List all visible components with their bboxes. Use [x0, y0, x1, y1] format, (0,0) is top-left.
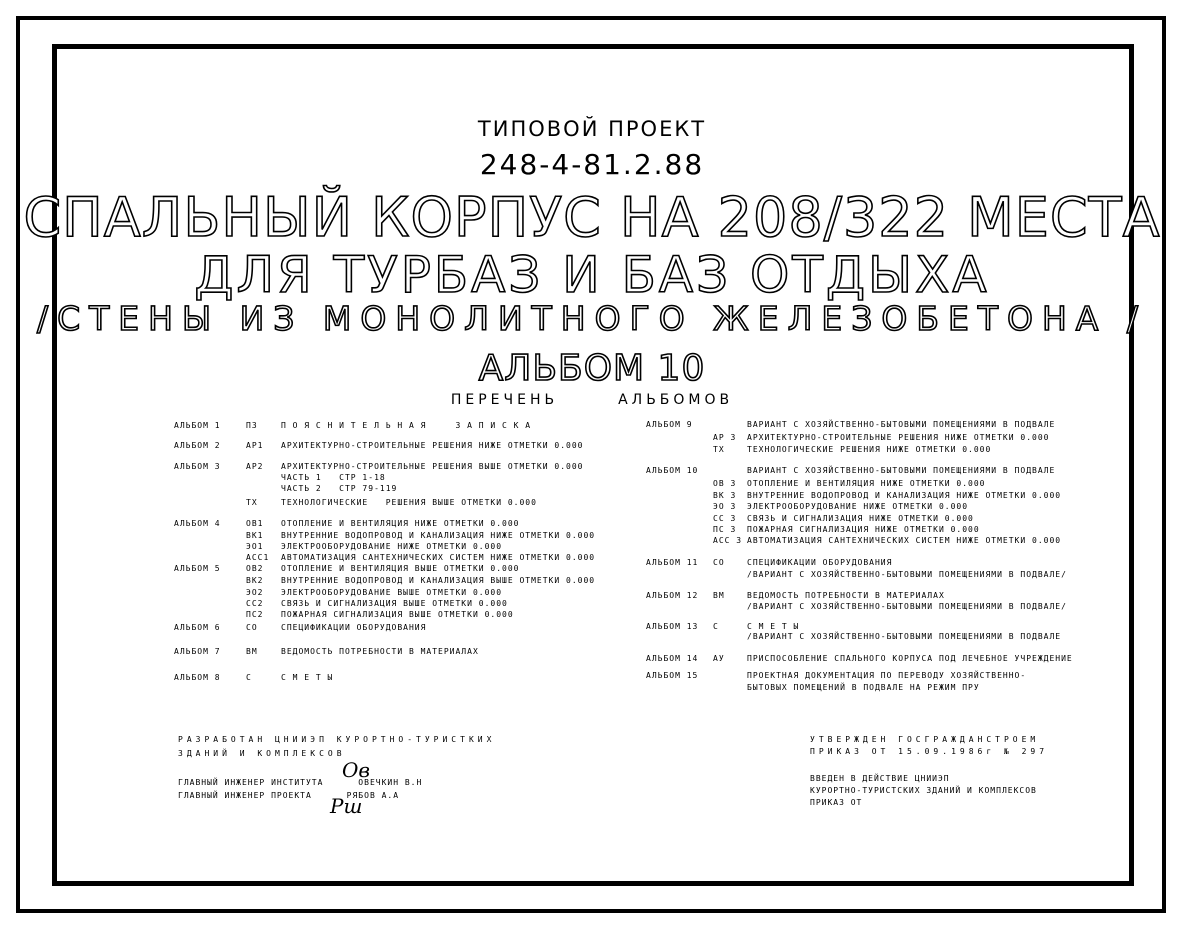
- album-code: АУ: [713, 654, 725, 663]
- list-word-2: АЛЬБОМОВ: [618, 392, 734, 408]
- subtitle: /СТЕНЫ ИЗ МОНОЛИТНОГО ЖЕЛЕЗОБЕТОНА /: [36, 299, 1147, 338]
- album-label: АЛЬБОМ 12: [646, 591, 699, 600]
- album-description: ВНУТРЕННИЕ ВОДОПРОВОД И КАНАЛИЗАЦИЯ НИЖЕ ОТМЕТКИ 0.000: [281, 531, 596, 540]
- album-label: АЛЬБОМ 7: [174, 647, 221, 656]
- album-description: ЭЛЕКТРООБОРУДОВАНИЕ НИЖЕ ОТМЕТКИ 0.000: [747, 502, 969, 511]
- footer-chief-2: ГЛАВНЫЙ ИНЖЕНЕР ПРОЕКТА РЯБОВ А.А: [178, 791, 400, 800]
- title-line-2: ДЛЯ ТУРБАЗ И БАЗ ОТДЫХА: [194, 246, 990, 304]
- project-type: ТИПОВОЙ ПРОЕКТ: [477, 117, 707, 141]
- album-code: ЭО 3: [713, 502, 737, 511]
- album-description: АРХИТЕКТУРНО-СТРОИТЕЛЬНЫЕ РЕШЕНИЯ ВЫШЕ ОТМЕТКИ 0.000: [281, 462, 584, 471]
- album-code: ЭО2: [246, 588, 264, 597]
- album-label: АЛЬБОМ 6: [174, 623, 221, 632]
- footer-intro-2: КУРОРТНО-ТУРИСТСКИХ ЗДАНИЙ И КОМПЛЕКСОВ: [810, 786, 1037, 795]
- album-title: АЛЬБОМ 10: [478, 348, 706, 389]
- album-code: СО: [713, 558, 725, 567]
- album-code: ВМ: [713, 591, 725, 600]
- album-description: ВНУТРЕННИЕ ВОДОПРОВОД И КАНАЛИЗАЦИЯ ВЫШЕ ОТМЕТКИ 0.000: [281, 576, 596, 585]
- album-description: СВЯЗЬ И СИГНАЛИЗАЦИЯ ВЫШЕ ОТМЕТКИ 0.000: [281, 599, 508, 608]
- album-description: БЫТОВЫХ ПОМЕЩЕНИЙ В ПОДВАЛЕ НА РЕЖИМ ПРУ: [747, 683, 980, 692]
- album-label: АЛЬБОМ 9: [646, 420, 693, 429]
- album-label: АЛЬБОМ 1: [174, 421, 221, 430]
- album-description: АРХИТЕКТУРНО-СТРОИТЕЛЬНЫЕ РЕШЕНИЯ НИЖЕ ОТМЕТКИ 0.000: [281, 441, 584, 450]
- album-description: ПРИСПОСОБЛЕНИЕ СПАЛЬНОГО КОРПУСА ПОД ЛЕЧЕБНОЕ УЧРЕЖДЕНИЕ: [747, 654, 1073, 663]
- album-description: С М Е Т Ы: [747, 622, 800, 631]
- album-description: ПОЖАРНАЯ СИГНАЛИЗАЦИЯ ВЫШЕ ОТМЕТКИ 0.000: [281, 610, 514, 619]
- album-description: /ВАРИАНТ С ХОЗЯЙСТВЕННО-БЫТОВЫМИ ПОМЕЩЕНИЯМИ В ПОДВАЛЕ: [747, 632, 1062, 641]
- footer-approved-1: УТВЕРЖДЕН ГОСГРАЖДАНСТРОЕМ: [810, 735, 1040, 744]
- album-description: СПЕЦИФИКАЦИИ ОБОРУДОВАНИЯ: [281, 623, 427, 632]
- album-description: ЭЛЕКТРООБОРУДОВАНИЕ НИЖЕ ОТМЕТКИ 0.000: [281, 542, 503, 551]
- album-description: С М Е Т Ы: [281, 673, 334, 682]
- footer-dev-2: ЗДАНИЙ И КОМПЛЕКСОВ: [178, 749, 346, 758]
- album-label: АЛЬБОМ 2: [174, 441, 221, 450]
- list-heading: [0, 392, 1184, 408]
- album-code: АР 3: [713, 433, 737, 442]
- album-code: ТХ: [246, 498, 258, 507]
- album-code: ЭО1: [246, 542, 264, 551]
- album-description: ОТОПЛЕНИЕ И ВЕНТИЛЯЦИЯ ВЫШЕ ОТМЕТКИ 0.000: [281, 564, 520, 573]
- album-code: АСС 3: [713, 536, 743, 545]
- album-description: П О Я С Н И Т Е Л Ь Н А Я З А П И С К А: [281, 421, 532, 430]
- album-description: ПОЖАРНАЯ СИГНАЛИЗАЦИЯ НИЖЕ ОТМЕТКИ 0.000: [747, 525, 980, 534]
- album-label: АЛЬБОМ 3: [174, 462, 221, 471]
- album-label: АЛЬБОМ 15: [646, 671, 699, 680]
- album-description: СПЕЦИФИКАЦИИ ОБОРУДОВАНИЯ: [747, 558, 893, 567]
- album-code: ПС2: [246, 610, 264, 619]
- album-description: ЧАСТЬ 1 СТР 1-18: [281, 473, 386, 482]
- album-description: ПРОЕКТНАЯ ДОКУМЕНТАЦИЯ ПО ПЕРЕВОДУ ХОЗЯЙСТВЕННО-: [747, 671, 1027, 680]
- album-code: АСС1: [246, 553, 270, 562]
- album-label: АЛЬБОМ 10: [646, 466, 699, 475]
- album-code: ПС 3: [713, 525, 737, 534]
- album-code: ТХ: [713, 445, 725, 454]
- album-code: ВК 3: [713, 491, 737, 500]
- album-description: ОТОПЛЕНИЕ И ВЕНТИЛЯЦИЯ НИЖЕ ОТМЕТКИ 0.000: [747, 479, 986, 488]
- album-code: АР1: [246, 441, 264, 450]
- album-description: АРХИТЕКТУРНО-СТРОИТЕЛЬНЫЕ РЕШЕНИЯ НИЖЕ ОТМЕТКИ 0.000: [747, 433, 1050, 442]
- album-description: ЧАСТЬ 2 СТР 79-119: [281, 484, 398, 493]
- signature-1: Ов: [342, 758, 371, 782]
- footer-intro-1: ВВЕДЕН В ДЕЙСТВИЕ ЦНИИЭП: [810, 774, 950, 783]
- album-label: АЛЬБОМ 8: [174, 673, 221, 682]
- album-label: АЛЬБОМ 4: [174, 519, 221, 528]
- album-code: СС 3: [713, 514, 737, 523]
- album-description: ВАРИАНТ С ХОЗЯЙСТВЕННО-БЫТОВЫМИ ПОМЕЩЕНИЯМИ В ПОДВАЛЕ: [747, 420, 1056, 429]
- footer-approved-2: ПРИКАЗ ОТ 15.09.1986г № 297: [810, 747, 1049, 756]
- album-code: ОВ 3: [713, 479, 737, 488]
- album-code: ПЗ: [246, 421, 258, 430]
- album-code: С: [246, 673, 252, 682]
- album-code: СС2: [246, 599, 264, 608]
- album-code: ОВ2: [246, 564, 264, 573]
- album-label: АЛЬБОМ 11: [646, 558, 699, 567]
- album-description: СВЯЗЬ И СИГНАЛИЗАЦИЯ НИЖЕ ОТМЕТКИ 0.000: [747, 514, 974, 523]
- list-word-1: ПЕРЕЧЕНЬ: [450, 392, 559, 408]
- album-code: АР2: [246, 462, 264, 471]
- project-number: 248-4-81.2.88: [479, 148, 705, 181]
- footer-dev-1: РАЗРАБОТАН ЦНИИЭП КУРОРТНО-ТУРИСТКИХ: [178, 735, 496, 744]
- album-description: ТЕХНОЛОГИЧЕСКИЕ РЕШЕНИЯ ВЫШЕ ОТМЕТКИ 0.000: [281, 498, 537, 507]
- album-description: ВЕДОМОСТЬ ПОТРЕБНОСТИ В МАТЕРИАЛАХ: [281, 647, 479, 656]
- album-description: /ВАРИАНТ С ХОЗЯЙСТВЕННО-БЫТОВЫМИ ПОМЕЩЕНИЯМИ В ПОДВАЛЕ/: [747, 570, 1067, 579]
- footer-intro-3: ПРИКАЗ ОТ: [810, 798, 863, 807]
- album-label: АЛЬБОМ 13: [646, 622, 699, 631]
- album-description: АВТОМАТИЗАЦИЯ САНТЕХНИЧЕСКИХ СИСТЕМ НИЖЕ ОТМЕТКИ 0.000: [281, 553, 596, 562]
- footer-chief-1: ГЛАВНЫЙ ИНЖЕНЕР ИНСТИТУТА ОВЕЧКИН В.Н: [178, 778, 423, 787]
- album-description: ОТОПЛЕНИЕ И ВЕНТИЛЯЦИЯ НИЖЕ ОТМЕТКИ 0.000: [281, 519, 520, 528]
- album-description: /ВАРИАНТ С ХОЗЯЙСТВЕННО-БЫТОВЫМИ ПОМЕЩЕНИЯМИ В ПОДВАЛЕ/: [747, 602, 1067, 611]
- album-description: АВТОМАТИЗАЦИЯ САНТЕХНИЧЕСКИХ СИСТЕМ НИЖЕ ОТМЕТКИ 0.000: [747, 536, 1062, 545]
- album-description: ТЕХНОЛОГИЧЕСКИЕ РЕШЕНИЯ НИЖЕ ОТМЕТКИ 0.000: [747, 445, 992, 454]
- album-description: ВЕДОМОСТЬ ПОТРЕБНОСТИ В МАТЕРИАЛАХ: [747, 591, 945, 600]
- album-description: ВНУТРЕННИЕ ВОДОПРОВОД И КАНАЛИЗАЦИЯ НИЖЕ ОТМЕТКИ 0.000: [747, 491, 1062, 500]
- album-code: СО: [246, 623, 258, 632]
- album-code: ВК1: [246, 531, 264, 540]
- title-line-1: СПАЛЬНЫЙ КОРПУС НА 208/322 МЕСТА: [23, 186, 1161, 249]
- album-code: ВК2: [246, 576, 264, 585]
- album-label: АЛЬБОМ 14: [646, 654, 699, 663]
- album-description: ВАРИАНТ С ХОЗЯЙСТВЕННО-БЫТОВЫМИ ПОМЕЩЕНИЯМИ В ПОДВАЛЕ: [747, 466, 1056, 475]
- album-code: ВМ: [246, 647, 258, 656]
- album-code: С: [713, 622, 719, 631]
- album-label: АЛЬБОМ 5: [174, 564, 221, 573]
- album-description: ЭЛЕКТРООБОРУДОВАНИЕ ВЫШЕ ОТМЕТКИ 0.000: [281, 588, 503, 597]
- signature-2: Рш: [330, 794, 363, 818]
- album-code: ОВ1: [246, 519, 264, 528]
